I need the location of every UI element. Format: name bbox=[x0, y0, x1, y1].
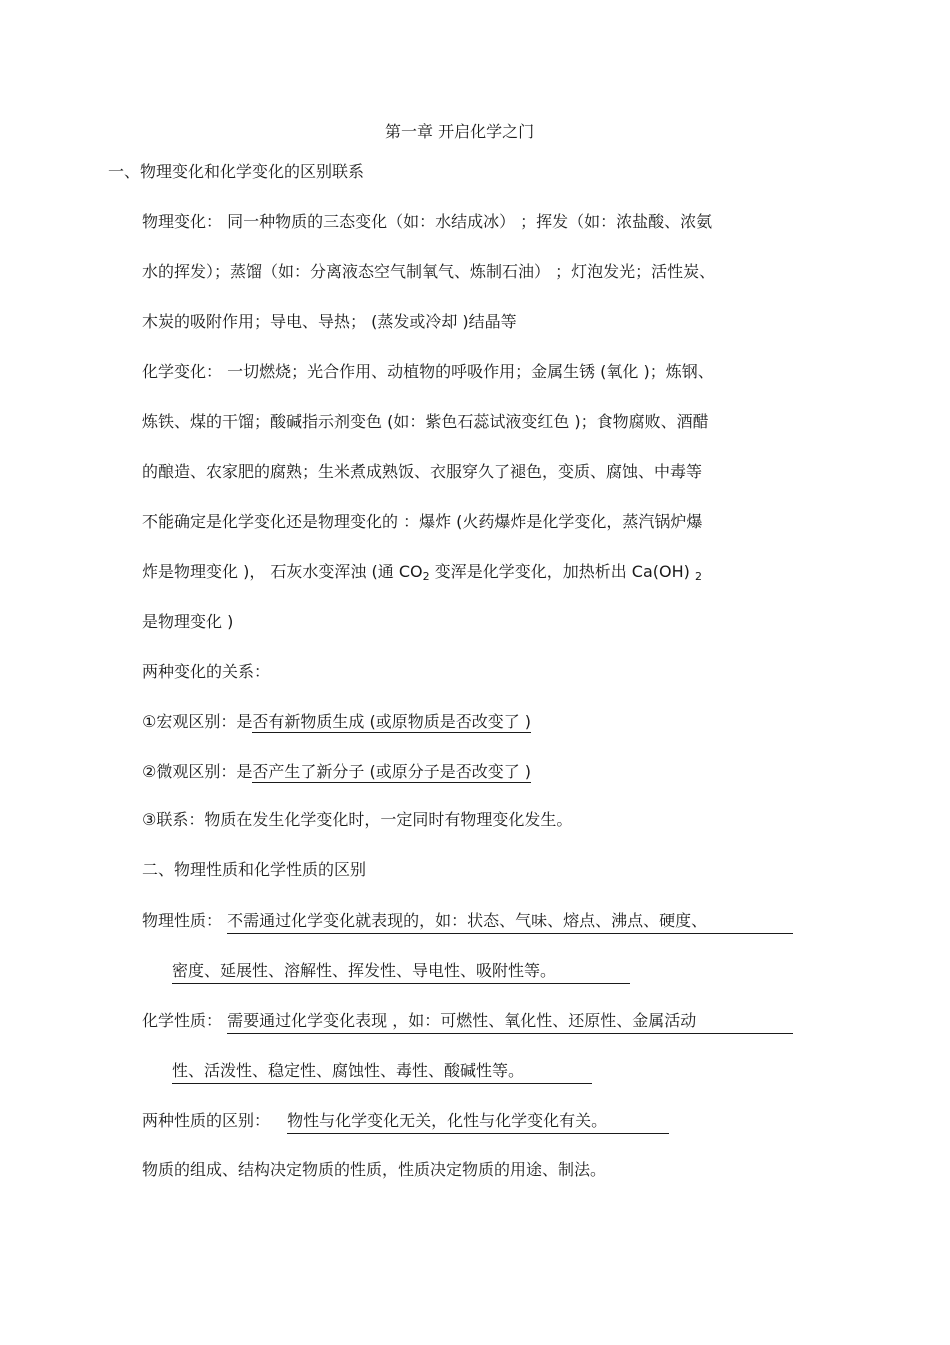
page-title: 第一章 开启化学之门 bbox=[385, 122, 535, 141]
uncertain-change-line-1: 不能确定是化学变化还是物理变化的 ：爆炸 (火药爆炸是化学变化，蒸汽锅炉爆 bbox=[142, 512, 703, 531]
micro-label: ②微观区别：是 bbox=[142, 762, 253, 781]
physical-change-line-3: 木炭的吸附作用；导电、导热； (蒸发或冷却 )结晶等 bbox=[142, 312, 517, 331]
physical-property-line-1 bbox=[142, 910, 793, 934]
micro-underlined: 否产生了新分子 (或原分子是否改变了 ) bbox=[252, 762, 532, 781]
chemical-property-label: 化学性质： bbox=[142, 1011, 223, 1030]
link-statement: ③联系：物质在发生化学变化时，一定同时有物理变化发生。 bbox=[142, 810, 573, 829]
physical-property-text: 不需通过化学变化就表现的，如：状态、气味、熔点、沸点、硬度、 bbox=[227, 910, 793, 934]
physical-property-label: 物理性质： bbox=[142, 911, 223, 930]
chemical-change-line-1: 化学变化： 一切燃烧；光合作用、动植物的呼吸作用；金属生锈 (氧化 )；炼钢、 bbox=[142, 362, 714, 381]
closing-statement: 物质的组成、结构决定物质的性质，性质决定物质的用途、制法。 bbox=[142, 1160, 607, 1179]
chemical-change-line-2: 炼铁、煤的干馏；酸碱指示剂变色 (如：紫色石蕊试液变红色 )；食物腐败、酒醋 bbox=[142, 412, 709, 431]
chemical-property-text-2: 性、活泼性、稳定性、腐蚀性、毒性、酸碱性等。 bbox=[172, 1060, 592, 1084]
property-difference bbox=[142, 1110, 669, 1134]
physical-property-text-2: 密度、延展性、溶解性、挥发性、导电性、吸附性等。 bbox=[172, 960, 630, 984]
chemical-property-text: 需要通过化学变化表现 ，如：可燃性、氧化性、还原性、金属活动 bbox=[227, 1010, 793, 1034]
uncertain-change-line-3: 是物理变化 ) bbox=[142, 612, 234, 631]
macro-difference bbox=[142, 711, 531, 733]
macro-label: ①宏观区别：是 bbox=[142, 712, 253, 731]
uncertain-change-line-2 bbox=[142, 561, 702, 583]
co2-subscript: 2 bbox=[422, 570, 430, 583]
uncertain-text-a: 炸是物理变化 )， 石灰水变浑浊 (通 CO bbox=[142, 562, 423, 581]
micro-difference bbox=[142, 761, 531, 783]
section-heading-1: 一、物理变化和化学变化的区别联系 bbox=[108, 162, 365, 181]
chemical-property-line-1 bbox=[142, 1010, 793, 1034]
uncertain-text-b: 变浑是化学变化，加热析出 Ca(OH) bbox=[429, 562, 695, 581]
property-difference-text: 物性与化学变化无关，化性与化学变化有关。 bbox=[287, 1110, 669, 1134]
macro-underlined: 否有新物质生成 (或原物质是否改变了 ) bbox=[252, 712, 532, 731]
physical-change-line-2: 水的挥发）；蒸馏（如：分离液态空气制氧气、炼制石油） ；灯泡发光；活性炭、 bbox=[142, 262, 716, 281]
property-difference-label: 两种性质的区别： bbox=[142, 1111, 271, 1130]
chemical-property-line-2 bbox=[172, 1060, 592, 1084]
physical-change-line-1: 物理变化： 同一种物质的三态变化（如：水结成冰） ；挥发（如：浓盐酸、浓氨 bbox=[142, 212, 713, 231]
chemical-change-line-3: 的酿造、农家肥的腐熟；生米煮成熟饭、衣服穿久了褪色，变质、腐蚀、中毒等 bbox=[142, 462, 703, 481]
relation-heading: 两种变化的关系： bbox=[142, 662, 271, 681]
caoh2-subscript: 2 bbox=[694, 570, 702, 583]
physical-property-line-2 bbox=[172, 960, 630, 984]
section-heading-2: 二、物理性质和化学性质的区别 bbox=[142, 860, 367, 879]
